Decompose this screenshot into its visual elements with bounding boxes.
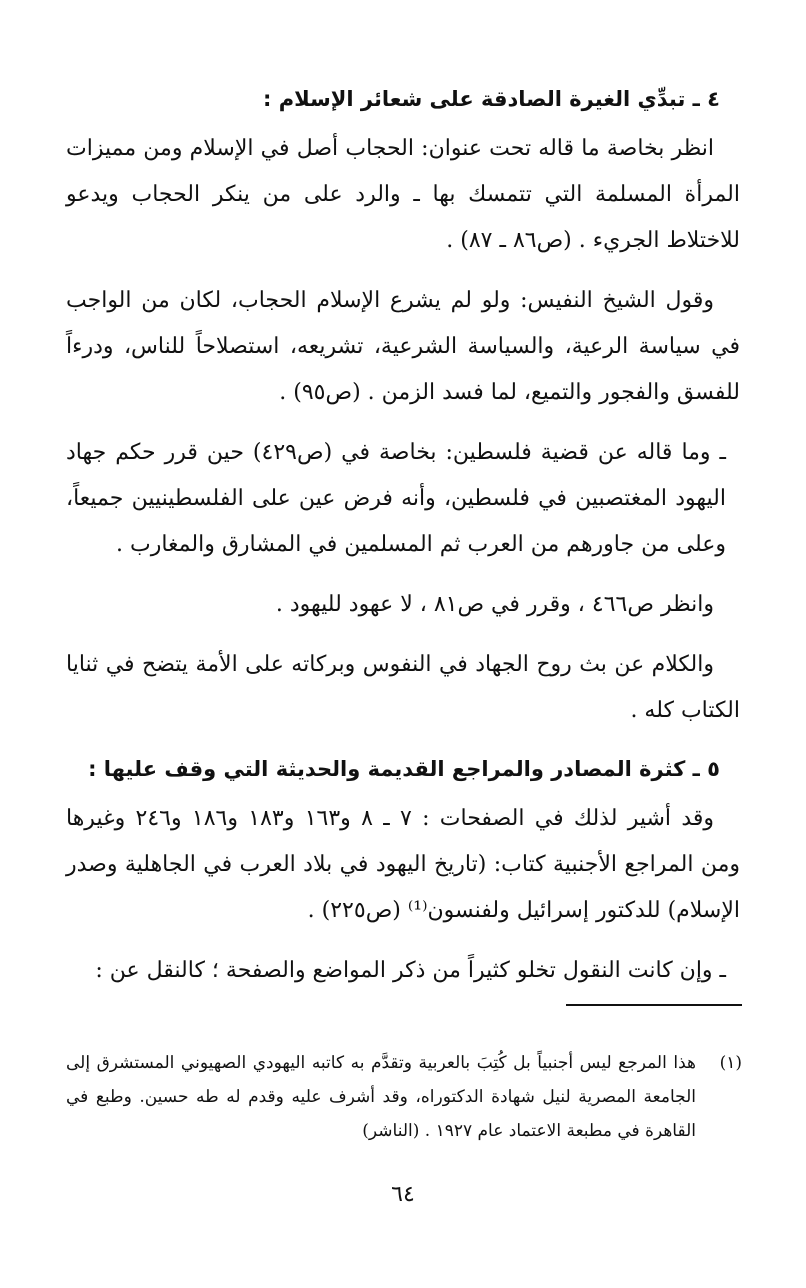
section-heading: ٥ ـ كثرة المصادر والمراجع القديمة والحديثة التي وقف عليها : bbox=[88, 757, 720, 781]
section-5 bbox=[66, 748, 740, 994]
paragraph: ـ وما قاله عن قضية فلسطين: بخاصة في (ص٤٢٩) حين قرر حكم جهاد اليهود المغتصبين في فلسطين، وأنه فرض عين على الفلسطينيين جميعاً، وعلى من جاورهم من العرب ثم المسلمين في المشارق والمغارب . bbox=[66, 440, 727, 557]
footnote-text: هذا المرجع ليس أجنبياً بل كُتِبَ بالعربية وتقدَّم به كاتبه اليهودي الصهيوني المستشرق إلى الجامعة المصرية لنيل شهادة الدكتوراه، وقد أشرف عليه وقدم له طه حسين. وطبع في القاهرة في مطبعة الاعتماد عام ١٩٢٧ . (الناشر) bbox=[66, 1053, 696, 1141]
page-number: ٦٤ bbox=[391, 1182, 415, 1207]
paragraph: وقول الشيخ النفيس: ولو لم يشرع الإسلام الحجاب، لكان من الواجب في سياسة الرعية، والسياسة الشرعية، تشريعه، استصلاحاً للناس، ودرءاً للفسق والفجور والتميع، لما فسد الزمن . (ص٩٥) . bbox=[66, 288, 740, 405]
paragraph: انظر بخاصة ما قاله تحت عنوان: الحجاب أصل في الإسلام ومن مميزات المرأة المسلمة التي تتمسك بها ـ والرد على من ينكر الحجاب ويدعو للاختلاط الجريء . (ص٨٦ ـ ٨٧) . bbox=[66, 136, 740, 253]
section-4 bbox=[66, 78, 740, 734]
paragraph: وانظر ص٤٦٦ ، وقرر في ص٨١ ، لا عهود لليهود . bbox=[275, 592, 714, 617]
paragraph: وقد أشير لذلك في الصفحات : ٧ ـ ٨ و١٦٣ و١٨٣ و١٨٦ و٢٤٦ وغيرها ومن المراجع الأجنبية كتاب: (تاريخ اليهود في بلاد العرب في الجاهلية وصدر الإسلام) للدكتور إسرائيل ولفنسون⁽¹⁾ (ص٢٢٥) . bbox=[66, 806, 740, 923]
main-content bbox=[66, 78, 740, 1008]
paragraph: ـ وإن كانت النقول تخلو كثيراً من ذكر المواضع والصفحة ؛ كالنقل عن : bbox=[95, 958, 726, 983]
paragraph: والكلام عن بث روح الجهاد في النفوس وبركاته على الأمة يتضح في ثنايا الكتاب كله . bbox=[66, 652, 740, 723]
section-heading: ٤ ـ تبدِّي الغيرة الصادقة على شعائر الإسلام : bbox=[263, 87, 720, 111]
footnote-divider bbox=[566, 1004, 742, 1006]
footnote bbox=[66, 1046, 742, 1148]
footnote-marker: (١) bbox=[719, 1053, 742, 1073]
